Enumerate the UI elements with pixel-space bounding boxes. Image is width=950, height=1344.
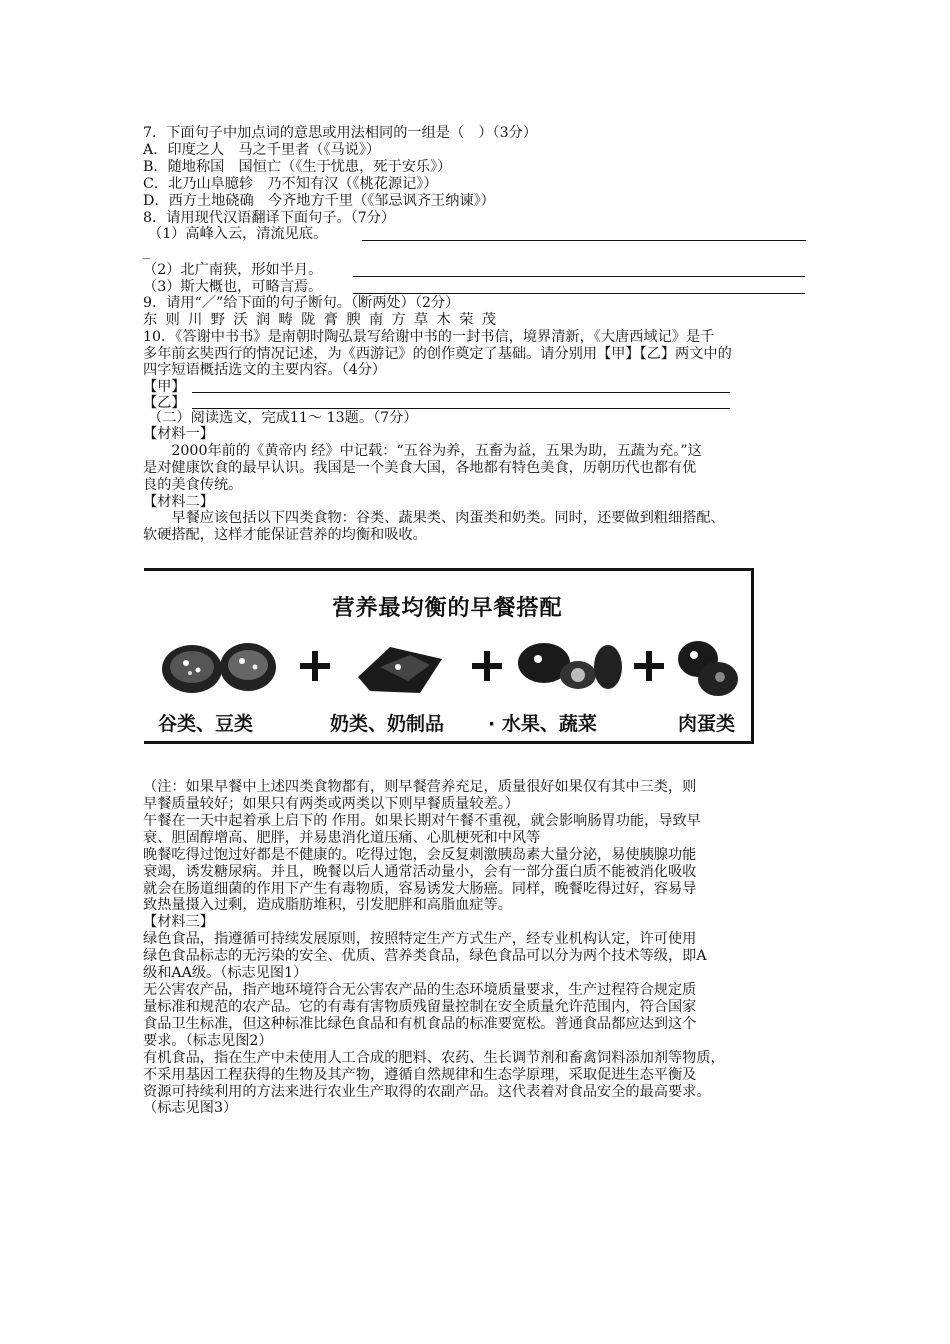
grain-bowls-icon xyxy=(160,637,280,699)
note-line-2: 早餐质量较好；如果只有两类或两类以下则早餐质量较差。） xyxy=(143,796,519,812)
lunch-line-2: 衰、胆固醇增高、肥胖，并易患消化道压痛、心肌梗死和中风等 xyxy=(143,830,541,846)
answer-line-jia xyxy=(192,392,730,393)
dinner-line-1: 晚餐吃得过饱过好都是不健康的。吃得过饱，会反复刺激胰岛素大量分泌，易使胰腺功能 xyxy=(143,847,697,863)
material-1-line-2: 是对健康饮食的最早认识。我国是一个美食大国，各地都有特色美食，历朝历代也都有优 xyxy=(143,460,697,476)
figure-title: 营养最均衡的早餐搭配 xyxy=(332,596,563,621)
question-7: 7．下面句子中加点词的意思或用法相同的一组是（ ）（3分） xyxy=(143,125,538,141)
question-10-line-3: 四字短语概括选文的主要内容。（4分） xyxy=(143,362,387,378)
green-food-line-3: 级和AA级。（标志见图1） xyxy=(143,965,308,981)
breakfast-figure xyxy=(144,568,754,744)
material-1-line-3: 良的美食传统。 xyxy=(143,477,243,493)
material-1-heading: 【材料一】 xyxy=(143,426,214,442)
answer-label-yi: 【乙】 xyxy=(143,395,186,411)
pollution-free-line-3: 食品卫生标准，但这种标准比绿色食品和有机食品的标准要宽松。普通食品都应达到这个 xyxy=(143,1016,697,1032)
pollution-free-line-2: 量标准和规范的农产品。它的有毒有害物质残留量控制在安全质量允许范围内，符合国家 xyxy=(143,999,697,1015)
dinner-line-4: 致热量摄入过剩，造成脂肪堆积，引发肥胖和高脂血症等。 xyxy=(143,897,512,913)
answer-label-jia: 【甲】 xyxy=(143,379,186,395)
question-9-text: 东则川野沃润畴陇膏腴南方草木荣茂 xyxy=(143,312,505,328)
plus-icon xyxy=(300,651,330,681)
plus-icon xyxy=(634,651,664,681)
green-food-line-1: 绿色食品，指遵循可持续发展原则，按照特定生产方式生产，经专业机构认定，许可使用 xyxy=(143,931,697,947)
stray-underscore: _ xyxy=(143,244,151,260)
label-dairy: 奶类、奶制品 xyxy=(330,713,445,735)
label-fruit-vegetables: · 水果、蔬菜 xyxy=(488,713,597,735)
dinner-line-3: 就会在肠道细菌的作用下产生有毒物质，容易诱发大肠癌。同样，晚餐吃得过好，容易导 xyxy=(143,881,697,897)
organic-line-1: 有机食品，指在生产中未使用人工合成的肥料、农药、生长调节剂和畜禽饲料添加剂等物质， xyxy=(143,1050,725,1066)
question-8-item-1: （1）高峰入云，清流见底。 xyxy=(148,226,328,242)
question-10-line-2: 多年前玄奘西行的情况记述，为《西游记》的创作奠定了基础。请分别用【甲】【乙】两文中的 xyxy=(143,346,732,362)
material-1-line-1: 2000年前的《黄帝内 经》中记载：“五谷为养，五畜为益，五果为助，五蔬为充。”这 xyxy=(143,443,702,459)
answer-line-8-2 xyxy=(353,276,805,277)
question-8-item-3: （3）斯大概也，可略言焉。 xyxy=(143,279,323,295)
meat-egg-icon xyxy=(674,637,744,699)
question-9: 9．请用“／”给下面的句子断句。（断两处）（2分） xyxy=(143,295,460,311)
answer-line-8-1 xyxy=(362,240,806,241)
question-7-option-b: B．随地称国 国恒亡（《生于忧患，死于安乐》） xyxy=(143,159,452,175)
answer-line-8-3 xyxy=(353,293,805,294)
organic-line-3: 资源可持续利用的方法来进行农业生产取得的农副产品。这代表着对食品安全的最高要求。 xyxy=(143,1084,711,1100)
green-food-line-2: 绿色食品标志的无污染的安全、优质、营养类食品，绿色食品可以分为两个技术等级，即A xyxy=(143,948,707,964)
question-8: 8．请用现代汉语翻译下面句子。（7分） xyxy=(143,210,396,226)
pollution-free-line-1: 无公害农产品，指产地环境符合无公害农产品的生态环境质量要求，生产过程符合规定质 xyxy=(143,982,697,998)
label-grains: 谷类、豆类 xyxy=(158,713,254,735)
pollution-free-line-4: 要求。（标志见图2） xyxy=(143,1033,273,1049)
note-line-1: （注：如果早餐中上述四类食物都有，则早餐营养充足，质量很好如果仅有其中三类，则 xyxy=(143,779,697,795)
question-7-option-a: A．印度之人 马之千里者（《马说》） xyxy=(143,142,381,158)
organic-line-4: （标志见图3） xyxy=(143,1100,238,1116)
question-8-item-2: （2）北广南狭，形如半月。 xyxy=(143,262,323,278)
label-meat-eggs: 肉蛋类 xyxy=(678,713,736,735)
material-2-line-1: 早餐应该包括以下四类食物：谷类、蔬果类、肉蛋类和奶类。同时，还要做到粗细搭配、 xyxy=(143,510,725,526)
question-10-line-1: 10．《答谢中书书》是南朝时陶弘景写给谢中书的一封书信，境界清新，《大唐西域记》是千 xyxy=(143,329,715,345)
dairy-icon xyxy=(350,637,450,699)
answer-line-yi xyxy=(192,408,730,409)
question-7-option-c: C．北乃山阜臆轸 乃不知有汉（《桃花源记》） xyxy=(143,176,438,192)
section-2-heading: （二）阅读选文，完成11～ 13题。（7分） xyxy=(148,410,418,426)
organic-line-2: 不采用基因工程获得的生物及其产物，遵循自然规律和生态学原理，采取促进生态平衡及 xyxy=(143,1067,697,1083)
question-7-option-d: D．西方土地硗确 今齐地方千里（《邹忌讽齐王纳谏》） xyxy=(143,193,495,209)
material-3-heading: 【材料三】 xyxy=(143,914,214,930)
plus-icon xyxy=(472,651,502,681)
fruit-vegetable-icon xyxy=(514,637,624,699)
lunch-line-1: 午餐在一天中起着承上启下的 作用。如果长期对午餐不重视，就会影响肠胃功能，导致早 xyxy=(143,813,701,829)
dinner-line-2: 衰竭，诱发糖尿病。并且，晚餐以后人通常活动量小，会有一部分蛋白质不能被消化吸收 xyxy=(143,864,697,880)
material-2-line-2: 软硬搭配，这样才能保证营养的均衡和吸收。 xyxy=(143,527,427,543)
material-2-heading: 【材料二】 xyxy=(143,494,214,510)
